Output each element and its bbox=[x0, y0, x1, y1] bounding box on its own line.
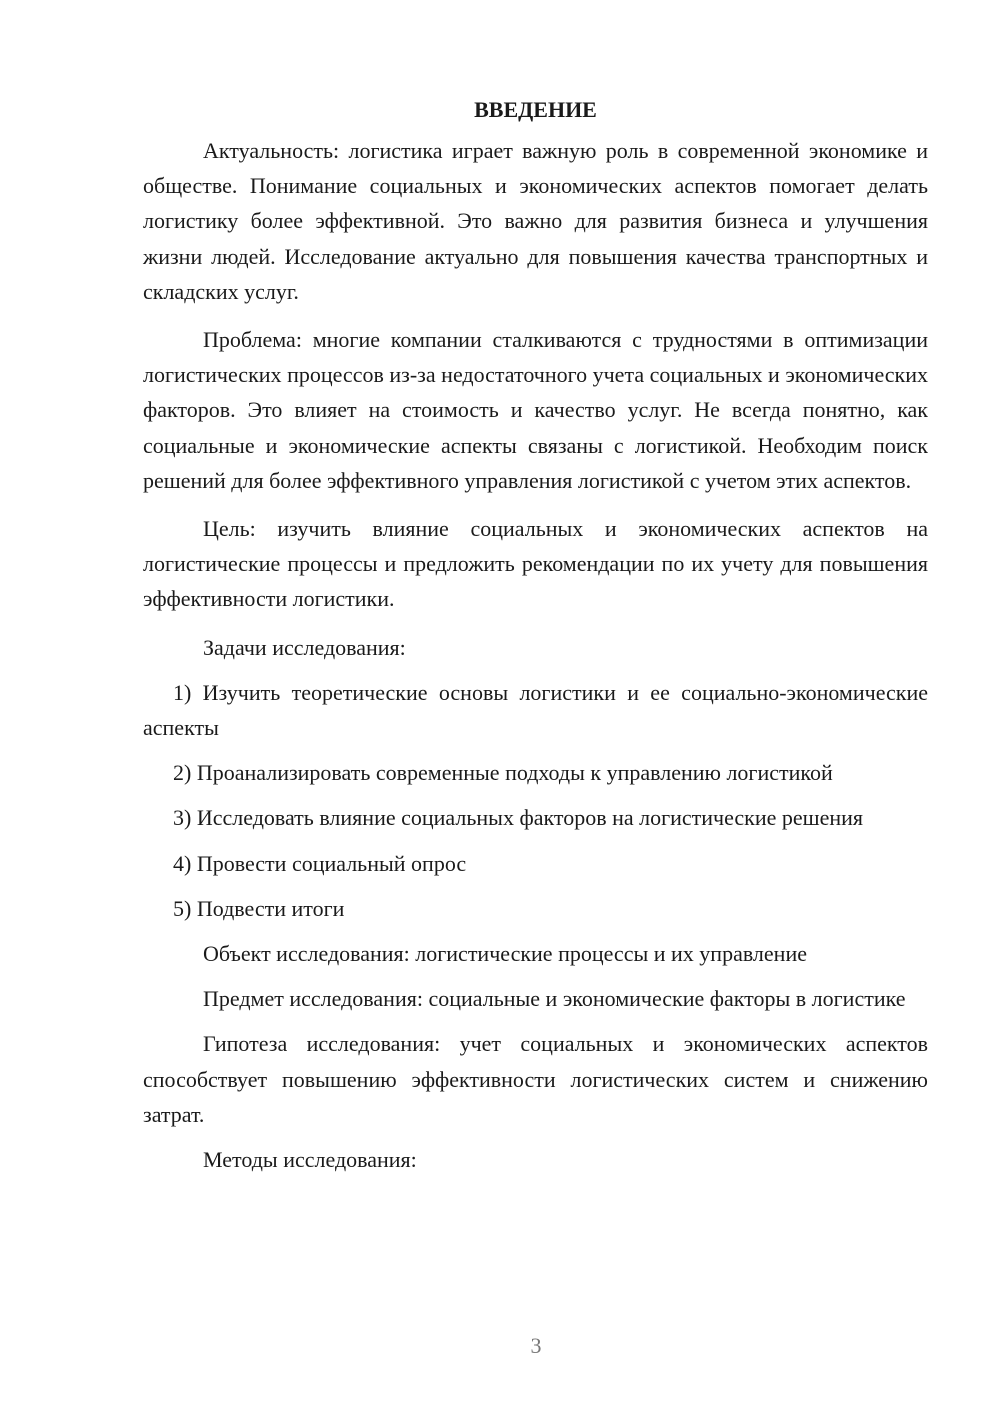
subject-paragraph: Предмет исследования: социальные и экономические факторы в логистике bbox=[203, 986, 906, 1012]
task-item-2: 2) Проанализировать современные подходы к управлению логистикой bbox=[173, 760, 833, 786]
task-item-3: 3) Исследовать влияние социальных факторов на логистические решения bbox=[173, 805, 864, 831]
page-number: 3 bbox=[530, 1333, 542, 1358]
task-item-1: 1) Изучить теоретические основы логистики и ее социально-экономические аспекты bbox=[143, 679, 928, 741]
hypothesis-paragraph: Гипотеза исследования: учет социальных и экономических аспектов способствует повышению эффективности логистических систем и снижению затрат. bbox=[143, 1031, 928, 1127]
object-paragraph: Объект исследования: логистические процессы и их управление bbox=[203, 941, 807, 967]
goal-paragraph: Цель: изучить влияние социальных и экономических аспектов на логистические процессы и предложить рекомендации по их учету для повышения эффективности логистики. bbox=[143, 516, 928, 612]
page-content bbox=[143, 92, 928, 1177]
relevance-paragraph: Актуальность: логистика играет важную роль в современной экономике и обществе. Понимание социальных и экономических аспектов помогает делать логистику более эффективной. Это важно для развития бизнеса и улучшения жизни людей. Исследование актуально для повышения качества транспортных и складских услуг. bbox=[143, 138, 928, 304]
task-item-4: 4) Провести социальный опрос bbox=[173, 850, 467, 876]
methods-title: Методы исследования: bbox=[203, 1147, 417, 1173]
problem-paragraph: Проблема: многие компании сталкиваются с трудностями в оптимизации логистических процессов из-за недостаточного учета социальных и экономических факторов. Это влияет на стоимость и качество услуг. Не всегда понятно, как социальные и экономические аспекты связаны с логистикой. Необходим поиск решений для более эффективного управления логистикой с учетом этих аспектов. bbox=[143, 327, 928, 493]
section-heading: ВВЕДЕНИЕ bbox=[474, 97, 597, 122]
tasks-title: Задачи исследования: bbox=[203, 634, 406, 660]
task-item-5: 5) Подвести итоги bbox=[173, 895, 345, 921]
